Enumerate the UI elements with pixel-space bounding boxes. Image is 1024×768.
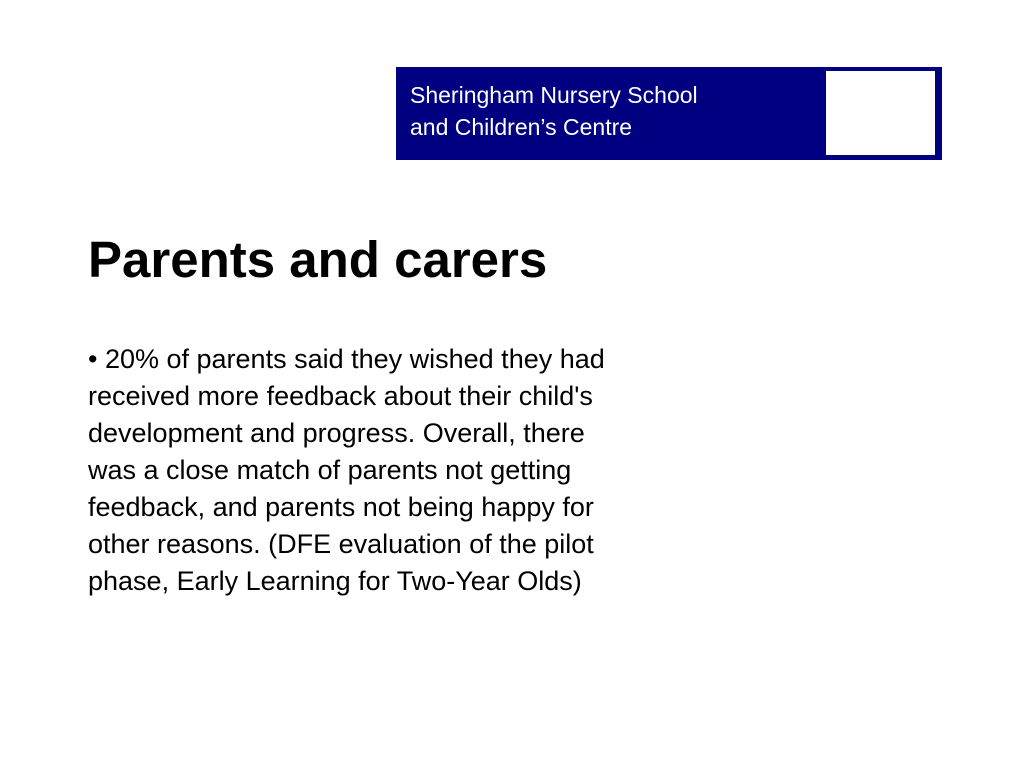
- header-banner: [396, 67, 942, 160]
- slide-body-text: • 20% of parents said they wished they had received more feedback about their child's development and progress. Overall, there was a close match of parents not getting feedback, and parents not being happy for other reasons. (DFE evaluation of the pilot phase, Early Learning for Two-Year Olds): [88, 344, 605, 596]
- slide-title: Parents and carers: [88, 231, 548, 288]
- logo-panel: [826, 71, 935, 155]
- organization-name: Sheringham Nursery School and Children’s Centre: [410, 82, 698, 140]
